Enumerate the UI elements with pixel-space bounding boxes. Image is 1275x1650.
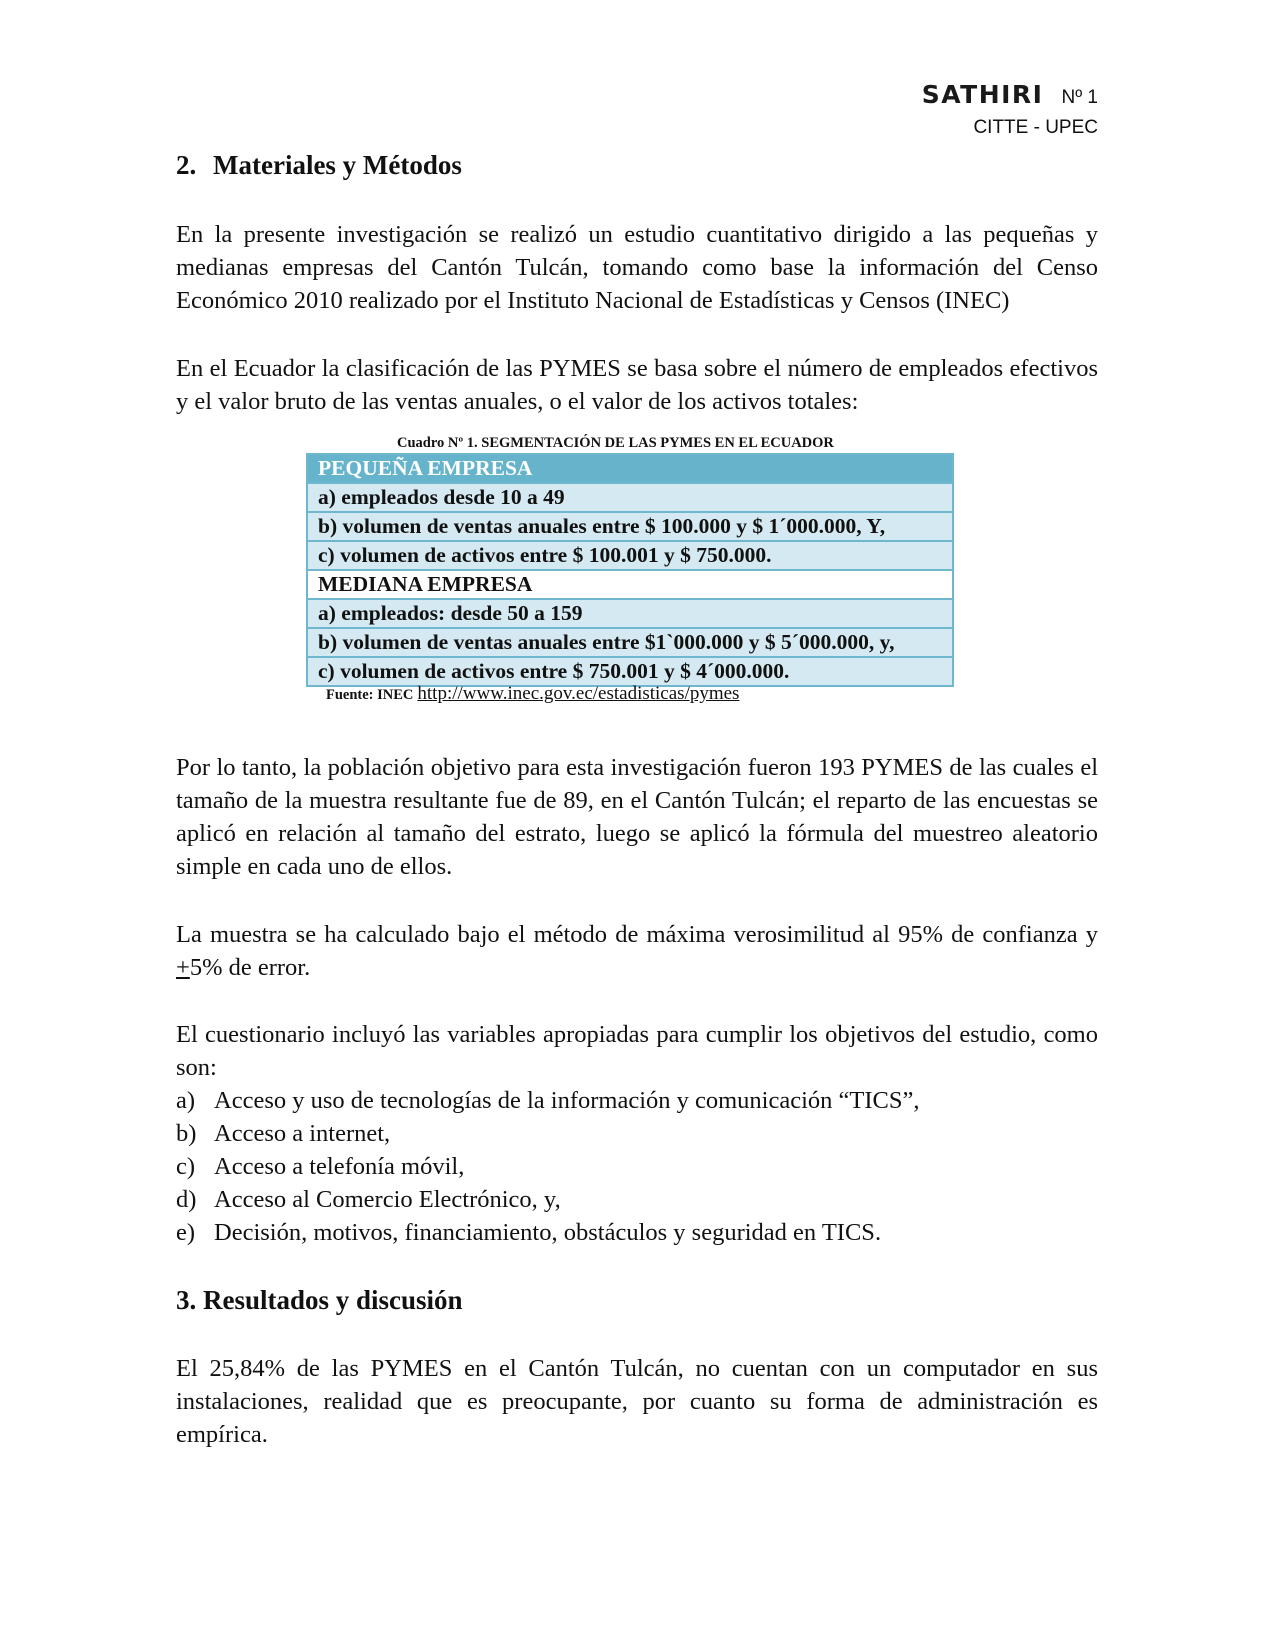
table-row: b) volumen de ventas anuales entre $ 100.000 y $ 1´000.000, Y, — [308, 511, 952, 540]
list-item — [176, 1084, 920, 1117]
page-header — [922, 78, 1098, 140]
table-row-header-pequena: PEQUEÑA EMPRESA — [308, 455, 952, 482]
paragraph-sample — [176, 918, 1098, 984]
plus-minus-sign: + — [176, 954, 190, 981]
list-marker: b) — [176, 1120, 197, 1147]
institution: CITTE - UPEC — [973, 117, 1098, 138]
list-item — [176, 1117, 920, 1150]
journal-line — [922, 78, 1098, 116]
list-marker: c) — [176, 1153, 196, 1180]
variables-list — [176, 1084, 920, 1249]
paragraph-population: Por lo tanto, la población objetivo para esta investigación fueron 193 PYMES de las cuales el tamaño de la muestra resultante fue de 89, en el Cantón Tulcán; el reparto de las encuestas se aplicó en relación al tamaño del estrato, luego se aplicó la fórmula del muestreo aleatorio simple en cada uno de ellos. — [176, 754, 1098, 880]
issue-number: Nº 1 — [1061, 87, 1098, 108]
list-item — [176, 1216, 920, 1249]
table-row: c) volumen de activos entre $ 100.001 y $ 750.000. — [308, 540, 952, 569]
table-row-header-mediana: MEDIANA EMPRESA — [308, 569, 952, 598]
list-item-text: Acceso al Comercio Electrónico, y, — [214, 1186, 561, 1213]
paragraph-intro: En la presente investigación se realizó un estudio cuantitativo dirigido a las pequeñas y medianas empresas del Cantón Tulcán, tomando como base la información del Censo Económico 2010 realizado por el Instituto Nacional de Estadísticas y Censos (INEC) — [176, 221, 1098, 314]
list-item-text: Acceso a telefonía móvil, — [214, 1153, 465, 1180]
list-item — [176, 1183, 920, 1216]
section-title: Materiales y Métodos — [213, 150, 462, 180]
list-item — [176, 1150, 920, 1183]
list-marker: d) — [176, 1186, 197, 1213]
section-number: 2. — [176, 150, 197, 180]
list-marker: a) — [176, 1087, 196, 1114]
table-source — [326, 683, 739, 705]
paragraph-results: El 25,84% de las PYMES en el Cantón Tulcán, no cuentan con un computador en sus instalaciones, realidad que es preocupante, por cuanto su forma de administración es empírica. — [176, 1355, 1098, 1448]
sample-text-start: La muestra se ha calculado bajo el método de máxima verosimilitud al 95% de confianza y — [176, 921, 1098, 948]
section-heading-materiales — [176, 149, 462, 181]
source-link[interactable]: http://www.inec.gov.ec/estadisticas/pymes — [417, 683, 740, 704]
list-item-text: Acceso y uso de tecnologías de la información y comunicación “TICS”, — [214, 1087, 920, 1114]
journal-name: SATHIRI — [921, 80, 1044, 109]
list-marker: e) — [176, 1219, 196, 1246]
segmentation-table — [306, 453, 954, 687]
table-caption: Cuadro Nº 1. SEGMENTACIÓN DE LAS PYMES EN EL ECUADOR — [397, 435, 834, 451]
source-label: Fuente: INEC — [326, 687, 414, 703]
paragraph-classification: En el Ecuador la clasificación de las PYMES se basa sobre el número de empleados efectivos y el valor bruto de las ventas anuales, o el valor de los activos totales: — [176, 355, 1098, 415]
sample-text-end: 5% de error. — [189, 954, 311, 981]
paragraph-questionnaire: El cuestionario incluyó las variables apropiadas para cumplir los objetivos del estudio, como son: — [176, 1021, 1098, 1081]
section-heading-resultados: 3. Resultados y discusión — [176, 1285, 463, 1315]
table-row: a) empleados: desde 50 a 159 — [308, 598, 952, 627]
list-item-text: Acceso a internet, — [214, 1120, 391, 1147]
table-row: b) volumen de ventas anuales entre $1`000.000 y $ 5´000.000, y, — [308, 627, 952, 656]
table-row: c) volumen de activos entre $ 750.001 y $ 4´000.000. — [308, 656, 952, 685]
table-row: a) empleados desde 10 a 49 — [308, 482, 952, 511]
list-item-text: Decisión, motivos, financiamiento, obstáculos y seguridad en TICS. — [214, 1219, 882, 1246]
